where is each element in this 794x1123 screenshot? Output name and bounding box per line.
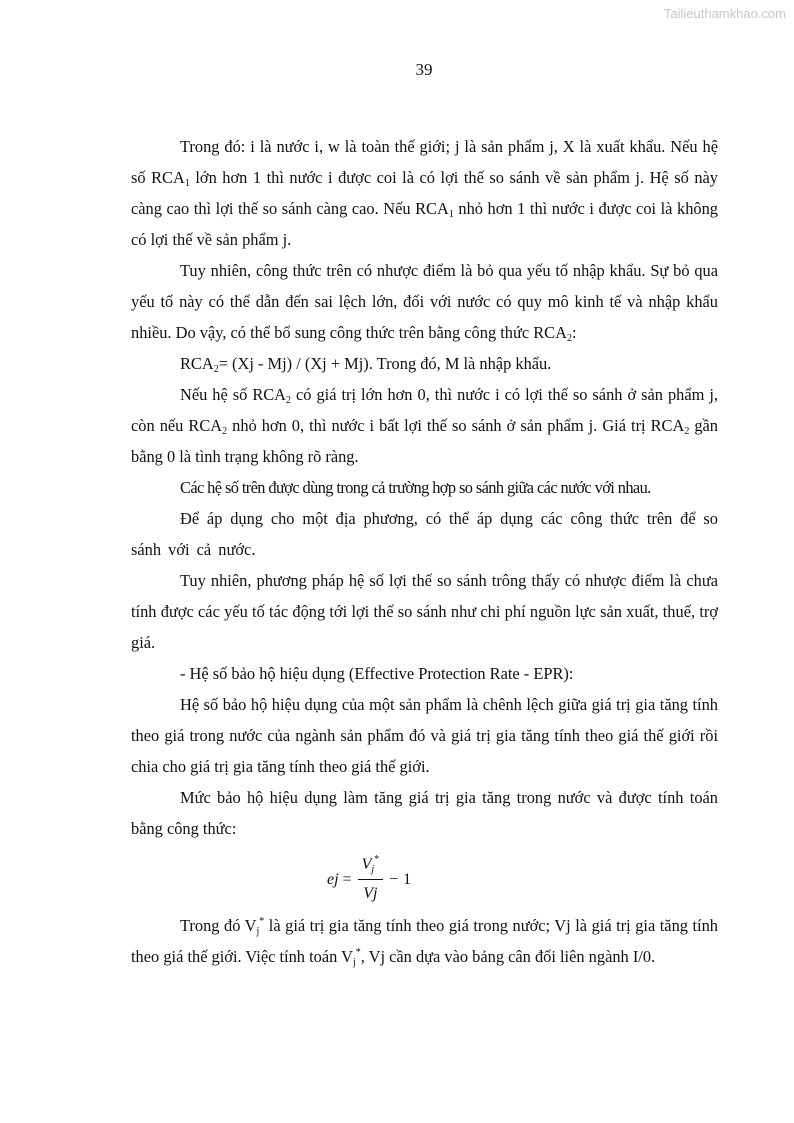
- paragraph-formula-explanation: Trong đó $V_j^*$ là giá trị gia tăng tính theo giá trong nước; Vj là giá trị gia tăng tính theo giá thế giới. Việc tính toán $V_j^*$, Vj cần dựa vào bảng cân đối liên ngành I/0.: [131, 916, 718, 968]
- paragraph-rca-limitation: Tuy nhiên, công thức trên có nhược điểm là bỏ qua yếu tố nhập khẩu. Sự bỏ qua yếu tố này có thể dẫn đến sai lệch lớn, đối với nước có quy mô kinh tế và nhập khẩu nhiều. Do vậy, có thể bổ sung công thức trên bằng công thức $RCA_2$:: [131, 261, 718, 344]
- epr-formula: [131, 848, 718, 910]
- formula-equals: =: [342, 870, 352, 888]
- formula-lhs: ej: [327, 870, 339, 888]
- paragraph-comparison-note: Các hệ số trên được dùng trong cả trường hợp so sánh giữa các nước với nhau.: [180, 478, 651, 497]
- page-body: [131, 131, 718, 972]
- formula-denominator: Vj: [363, 884, 378, 902]
- formula-constant: 1: [403, 870, 412, 888]
- paragraph-local-application: Để áp dụng cho một địa phương, có thể áp dụng các công thức trên để so sánh với cả nước.: [131, 509, 718, 559]
- paragraph-epr-heading: - Hệ số bảo hộ hiệu dụng (Effective Protection Rate - EPR):: [180, 664, 574, 683]
- paragraph-rca2-formula: $RCA_2= (Xj - Mj) / (Xj + Mj)$. Trong đó, M là nhập khẩu.: [180, 354, 552, 375]
- paragraph-rca1-definition: Trong đó: i là nước i, w là toàn thế giới; j là sản phẩm j, X là xuất khẩu. Nếu hệ số $RCA_1$ lớn hơn 1 thì nước i được coi là có lợi thế so sánh về sản phẩm j. Hệ số này càng cao thì lợi thế so sánh càng cao. Nếu $RCA_1$ nhỏ hơn 1 thì nước i được coi là không có lợi thế về sản phẩm j.: [131, 137, 718, 249]
- paragraph-epr-definition: Hệ số bảo hộ hiệu dụng của một sản phẩm là chênh lệch giữa giá trị gia tăng tính theo giá trong nước của ngành sản phẩm đó và giá trị gia tăng tính theo giá thế giới rồi chia cho giá trị gia tăng tính theo giá thế giới.: [131, 695, 718, 776]
- paragraph-epr-formula-intro: Mức bảo hộ hiệu dụng làm tăng giá trị gia tăng trong nước và được tính toán bằng công thức:: [131, 788, 718, 838]
- formula-minus: −: [389, 870, 399, 888]
- formula-numerator: $V_j^*$: [358, 853, 384, 880]
- page-number: 39: [415, 60, 433, 79]
- formula-fraction: [358, 853, 384, 906]
- paragraph-rca2-interpretation: Nếu hệ số $RCA_2$ có giá trị lớn hơn 0, thì nước i có lợi thế so sánh ở sản phẩm j, còn nếu $RCA_2$ nhỏ hơn 0, thì nước i bất lợi thế so sánh ở sản phẩm j. Giá trị $RCA_2$ gần bằng 0 là tình trạng không rõ ràng.: [131, 385, 719, 466]
- watermark: Tailieuthamkhao.com: [663, 6, 786, 21]
- paragraph-method-drawback: Tuy nhiên, phương pháp hệ số lợi thế so sánh trông thấy có nhược điểm là chưa tính được các yếu tố tác động tới lợi thế so sánh như chi phí nguồn lực sản xuất, thuế, trợ giá.: [131, 571, 718, 652]
